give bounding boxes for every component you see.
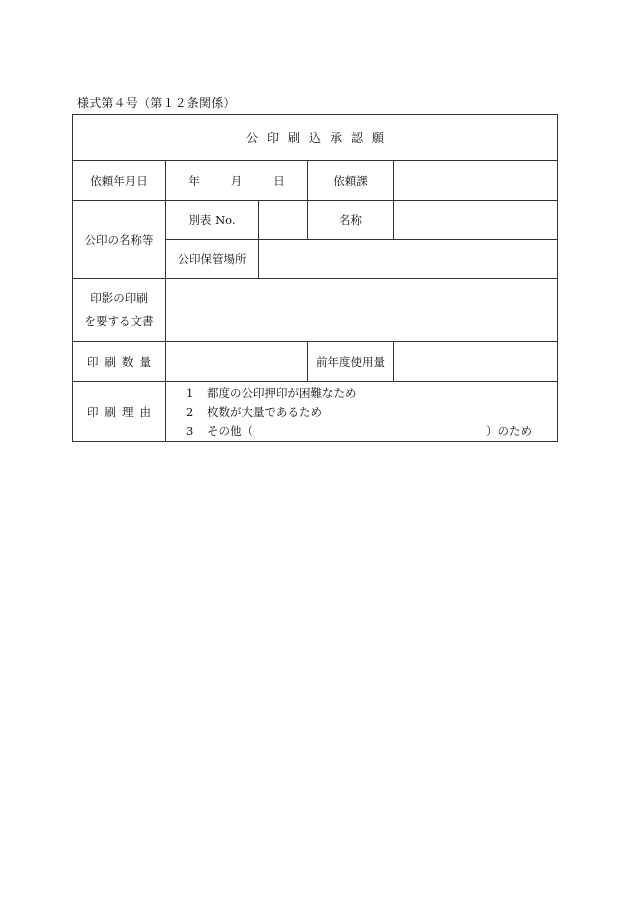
day-unit: 日	[273, 173, 285, 188]
storage-location-label: 公印保管場所	[166, 240, 259, 279]
documents-row	[73, 279, 558, 342]
quantity-row	[73, 342, 558, 382]
year-unit: 年	[188, 173, 200, 188]
approval-form-table	[72, 114, 558, 442]
reason-text: 枚数が大量であるため	[207, 405, 322, 419]
table-no-value[interactable]	[259, 201, 308, 240]
print-reason-label: 印刷理由	[73, 382, 166, 442]
print-quantity-value[interactable]	[166, 342, 308, 382]
requesting-dept-value[interactable]	[394, 161, 558, 201]
reason-option-3[interactable]	[186, 422, 557, 441]
documents-value[interactable]	[166, 279, 558, 342]
reason-other-close: ）のため	[486, 424, 533, 438]
reason-other-open: その他（	[207, 424, 253, 438]
reason-option-2[interactable]	[186, 403, 557, 422]
seal-name-row-1	[73, 201, 558, 240]
documents-label	[73, 279, 166, 342]
reason-option-1[interactable]	[186, 384, 557, 403]
form-title: 公印刷込承認願	[73, 115, 558, 161]
reason-number: 3	[186, 424, 194, 438]
reason-number: 2	[186, 405, 194, 419]
documents-label-line1: 印影の印刷	[90, 291, 148, 305]
print-reason-options	[166, 382, 558, 442]
documents-label-line2: を要する文書	[84, 314, 154, 328]
form-caption: 様式第４号（第１２条関係）	[77, 96, 236, 110]
seal-title-value[interactable]	[394, 201, 558, 240]
requesting-dept-label: 依頼課	[308, 161, 394, 201]
reason-row	[73, 382, 558, 442]
month-unit: 月	[230, 173, 243, 188]
reason-text: 都度の公印押印が困難なため	[207, 386, 357, 400]
seal-title-label: 名称	[308, 201, 394, 240]
request-date-row	[73, 161, 558, 201]
title-row	[73, 115, 558, 161]
reason-number: 1	[186, 386, 194, 400]
request-date-label: 依頼年月日	[73, 161, 166, 201]
table-no-label: 別表 No.	[166, 201, 259, 240]
storage-location-value[interactable]	[259, 240, 558, 279]
print-quantity-label: 印刷数量	[73, 342, 166, 382]
prev-year-usage-value[interactable]	[394, 342, 558, 382]
request-date-field[interactable]	[166, 161, 308, 201]
prev-year-usage-label: 前年度使用量	[308, 342, 394, 382]
seal-name-label: 公印の名称等	[73, 201, 166, 279]
